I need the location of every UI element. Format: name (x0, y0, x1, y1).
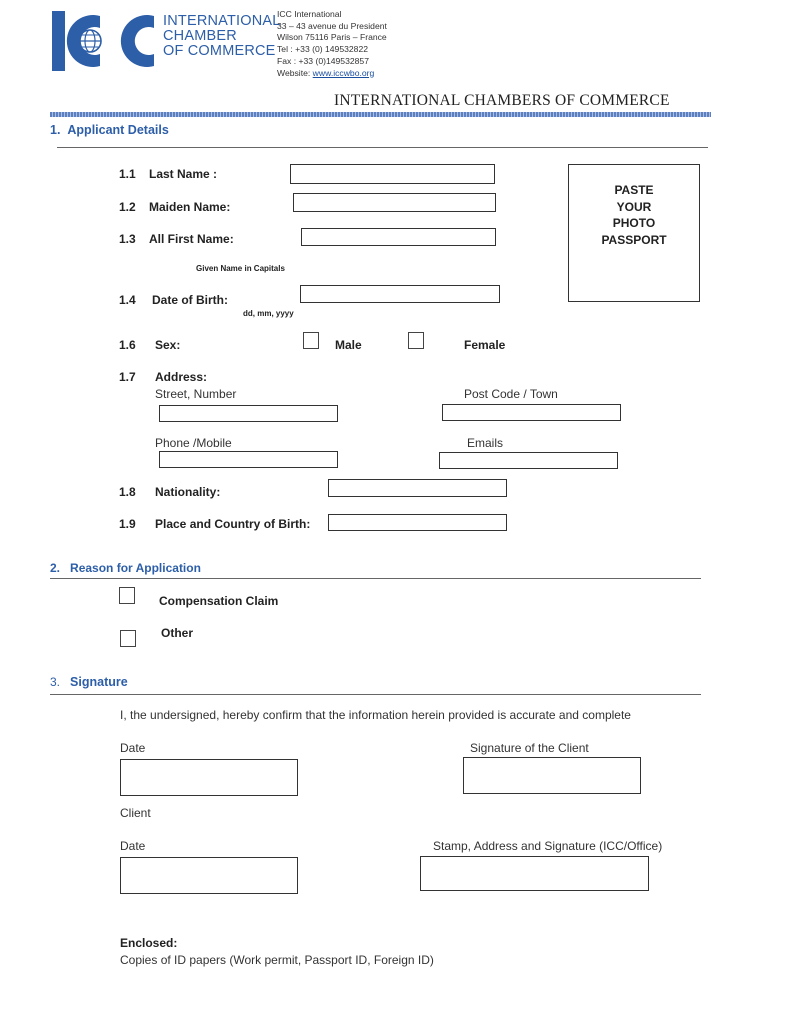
field-1-1-number: 1.1 (119, 167, 136, 181)
maiden-name-input[interactable] (293, 193, 496, 212)
last-name-input[interactable] (290, 164, 495, 184)
section-2-title (50, 561, 201, 575)
client-signature-label: Signature of the Client (470, 741, 589, 755)
section-3-label: Signature (70, 675, 128, 689)
date-input-2[interactable] (120, 857, 298, 894)
phone-label: Phone /Mobile (155, 436, 232, 450)
stamp-label: Stamp, Address and Signature (ICC/Office) (433, 839, 663, 853)
contact-block (277, 9, 387, 79)
org-name-line-3: OF COMMERCE (163, 43, 276, 59)
date-of-birth-label: Date of Birth: (152, 293, 228, 307)
section-2-number: 2. (50, 561, 61, 575)
phone-input[interactable] (159, 451, 338, 468)
field-1-7-number: 1.7 (119, 370, 136, 384)
contact-address-1: 33 – 43 avenue du President (277, 20, 387, 31)
postcode-input[interactable] (442, 404, 621, 421)
section-3-divider (50, 694, 701, 695)
maiden-name-label: Maiden Name: (149, 200, 231, 214)
emails-input[interactable] (439, 452, 618, 469)
declaration-text: I, the undersigned, hereby confirm that the information herein provided is accurate and complete (120, 708, 631, 722)
contact-name: ICC International (277, 9, 342, 19)
enclosed-text: Copies of ID papers (Work permit, Passport ID, Foreign ID) (120, 953, 434, 967)
section-3-title (50, 675, 128, 689)
emails-label: Emails (467, 436, 504, 450)
org-name (163, 14, 281, 59)
compensation-claim-label: Compensation Claim (159, 594, 279, 608)
last-name-label: Last Name : (149, 167, 218, 181)
section-2-divider (50, 578, 701, 579)
field-1-6-number: 1.6 (119, 338, 136, 352)
document-title: INTERNATIONAL CHAMBERS OF COMMERCE (334, 92, 670, 109)
header-divider (50, 112, 711, 117)
photo-line-4: PASSPORT (601, 232, 667, 247)
birthplace-label: Place and Country of Birth: (155, 517, 311, 531)
enclosed-title: Enclosed: (120, 936, 178, 950)
section-3-number: 3. (50, 675, 61, 689)
contact-website (277, 68, 387, 80)
nationality-label: Nationality: (155, 485, 221, 499)
contact-address-2: Wilson 75116 Paris – France (277, 32, 387, 43)
field-1-3-number: 1.3 (119, 232, 136, 246)
website-label: Website: (277, 67, 313, 78)
section-1-number: 1. (50, 123, 61, 137)
postcode-label: Post Code / Town (464, 387, 558, 401)
female-checkbox[interactable] (408, 332, 424, 349)
photo-line-2: YOUR (616, 199, 652, 214)
contact-tel: Tel : +33 (0) 149532822 (277, 44, 369, 55)
photo-line-3: PHOTO (612, 216, 656, 230)
address-label: Address: (155, 370, 208, 384)
client-signature-box[interactable] (463, 757, 641, 794)
contact-fax: Fax : +33 (0)149532857 (277, 55, 369, 66)
date-label-2: Date (120, 839, 146, 853)
section-2-label: Reason for Application (70, 561, 201, 575)
photo-line-1: PASTE (614, 183, 654, 197)
compensation-claim-checkbox[interactable] (119, 587, 135, 604)
other-checkbox[interactable] (120, 630, 136, 647)
dob-format-hint: dd, mm, yyyy (243, 309, 294, 318)
given-name-hint: Given Name in Capitals (196, 264, 285, 273)
male-label: Male (335, 338, 362, 352)
section-1-title (50, 123, 169, 137)
stamp-signature-box[interactable] (420, 856, 649, 891)
date-of-birth-input[interactable] (300, 285, 500, 303)
male-checkbox[interactable] (303, 332, 319, 349)
sex-label: Sex: (155, 338, 181, 352)
field-1-4-number: 1.4 (119, 293, 136, 307)
first-name-input[interactable] (301, 228, 496, 246)
org-name-line-2: CHAMBER (163, 28, 237, 44)
other-label: Other (161, 626, 194, 640)
org-name-line-1: INTERNATIONAL (163, 13, 281, 29)
date-label: Date (120, 741, 146, 755)
date-input[interactable] (120, 759, 298, 796)
nationality-input[interactable] (328, 479, 507, 497)
section-1-label: Applicant Details (67, 123, 169, 137)
passport-photo-box[interactable] (568, 164, 700, 302)
birthplace-input[interactable] (328, 514, 507, 531)
section-1-divider (57, 147, 708, 148)
field-1-2-number: 1.2 (119, 200, 136, 214)
field-1-8-number: 1.8 (119, 485, 136, 499)
street-label: Street, Number (155, 387, 237, 401)
field-1-9-number: 1.9 (119, 517, 136, 531)
website-link[interactable]: www.iccwbo.org (312, 67, 375, 78)
female-label: Female (464, 338, 506, 352)
street-input[interactable] (159, 405, 338, 422)
icc-logo (50, 10, 158, 72)
first-name-label: All First Name: (149, 232, 234, 246)
client-label: Client (120, 806, 151, 820)
